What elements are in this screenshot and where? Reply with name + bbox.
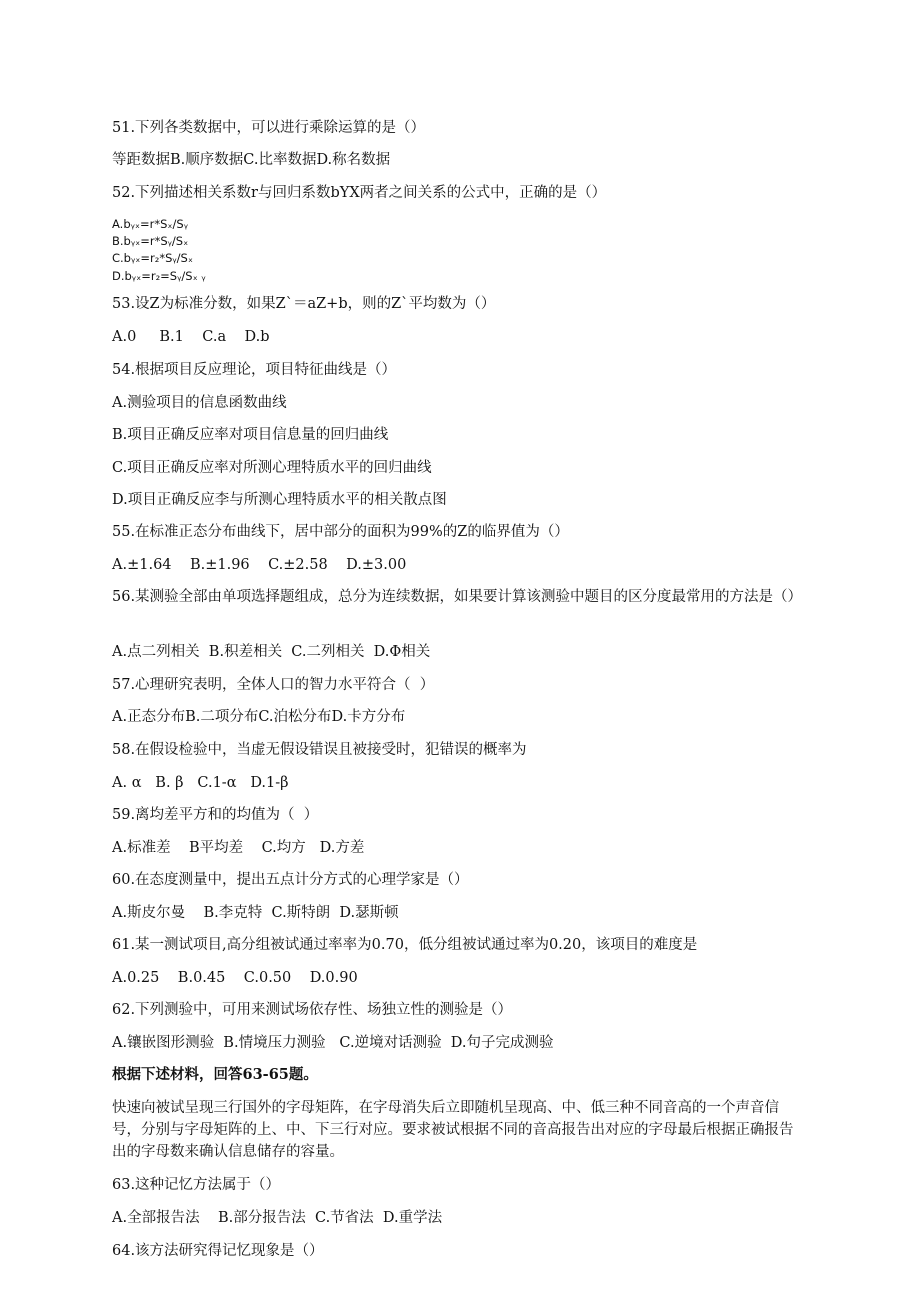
option-52-d: D.bᵧₓ=r₂=Sᵧ/Sₓ ᵧ: [112, 269, 206, 283]
options-60: A.斯皮尔曼 B.李克特 C.斯特朗 D.瑟斯顿: [112, 905, 399, 921]
question-53: 53.设Z为标准分数，如果Z`＝aZ+b，则的Z`平均数为（）: [112, 296, 496, 312]
question-52: 52.下列描述相关系数r与回归系数bYX两者之间关系的公式中，正确的是（）: [112, 185, 607, 201]
options-63: A.全部报告法 B.部分报告法 C.节省法 D.重学法: [112, 1210, 443, 1226]
options-56: A.点二列相关 B.积差相关 C.二列相关 D.Φ相关: [112, 644, 431, 660]
option-54-c: C.项目正确反应率对所测心理特质水平的回归曲线: [112, 460, 432, 476]
question-63: 63.这种记忆方法属于（）: [112, 1177, 281, 1193]
option-52-c: C.bᵧₓ=r₂*Sᵧ/Sₓ: [112, 251, 193, 265]
question-59: 59.离均差平方和的均值为（ ）: [112, 807, 319, 823]
options-57: A.正态分布B.二项分布C.泊松分布D.卡方分布: [112, 709, 406, 725]
options-53: A.0 B.1 C.a D.b: [112, 329, 270, 345]
options-61: A.0.25 B.0.45 C.0.50 D.0.90: [112, 970, 358, 986]
question-61: 61.某一测试项目,高分组被试通过率率为0.70，低分组被试通过率为0.20，该项目的难度是: [112, 937, 698, 953]
options-55: A.±1.64 B.±1.96 C.±2.58 D.±3.00: [112, 557, 407, 573]
option-54-b: B.项目正确反应率对项目信息量的回归曲线: [112, 427, 389, 443]
question-60: 60.在态度测量中，提出五点计分方式的心理学家是（）: [112, 872, 469, 888]
question-56: 56.某测验全部由单项选择题组成，总分为连续数据，如果要计算该测验中题目的区分度最常用的方法是（）: [112, 589, 803, 605]
option-52-b: B.bᵧₓ=r*Sᵧ/Sₓ: [112, 234, 189, 248]
options-58: A. α B. β C.1-α D.1-β: [112, 775, 289, 791]
material-passage: 快速向被试呈现三行国外的字母矩阵，在字母消失后立即随机呈现高、中、低三种不同音高的一个声音信号，分别与字母矩阵的上、中、下三行对应。要求被试根据不同的音高报告出对应的字母最后根据正确报告出的字母数来确认信息储存的容量。: [112, 1100, 794, 1160]
question-51: 51.下列各类数据中，可以进行乘除运算的是（）: [112, 120, 426, 136]
question-57: 57.心理研究表明，全体人口的智力水平符合（ ）: [112, 677, 435, 693]
option-52-a: A.bᵧₓ=r*Sₓ/Sᵧ: [112, 217, 188, 231]
material-heading: 根据下述材料，回答63-65题。: [112, 1066, 318, 1083]
options-62: A.镶嵌图形测验 B.情境压力测验 C.逆境对话测验 D.句子完成测验: [112, 1035, 554, 1051]
option-54-d: D.项目正确反应李与所测心理特质水平的相关散点图: [112, 492, 447, 508]
question-58: 58.在假设检验中，当虚无假设错误且被接受时，犯错误的概率为: [112, 742, 527, 758]
question-62: 62.下列测验中，可用来测试场依存性、场独立性的测验是（）: [112, 1002, 513, 1018]
options-59: A.标准差 B平均差 C.均方 D.方差: [112, 840, 365, 856]
option-54-a: A.测验项目的信息函数曲线: [112, 395, 287, 411]
options-51: 等距数据B.顺序数据C.比率数据D.称名数据: [112, 152, 391, 168]
question-64: 64.该方法研究得记忆现象是（）: [112, 1243, 324, 1259]
question-54: 54.根据项目反应理论，项目特征曲线是（）: [112, 362, 397, 378]
question-55: 55.在标准正态分布曲线下，居中部分的面积为99%的Z的临界值为（）: [112, 524, 569, 540]
